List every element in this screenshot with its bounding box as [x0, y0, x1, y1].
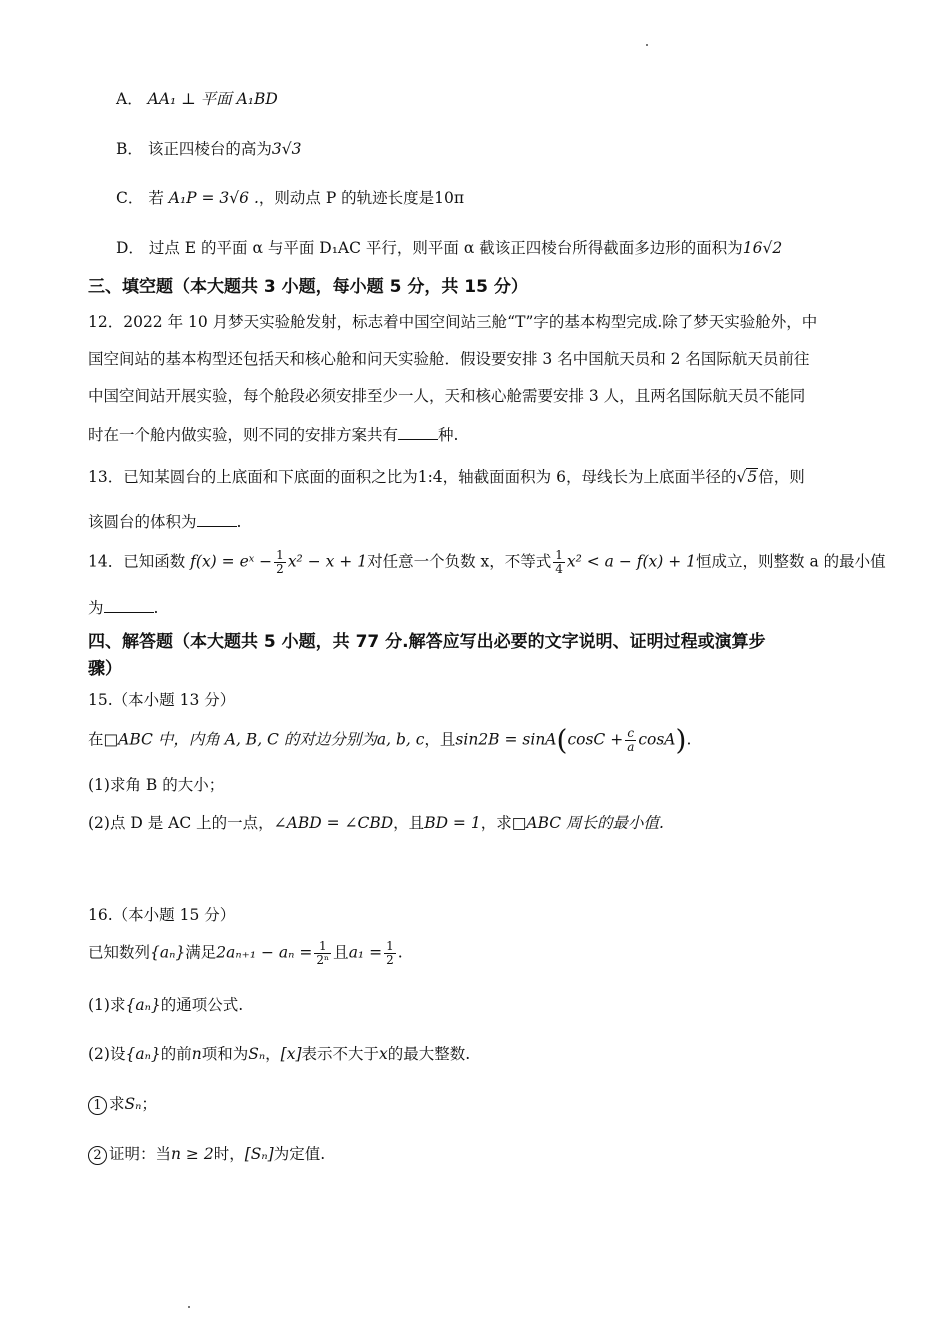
q13-line2-tail: .: [236, 513, 242, 531]
frac-den: 2: [386, 953, 394, 967]
q16-p2g: [x]: [280, 1045, 302, 1063]
option-c-post: ，则动点 P 的轨迹长度是10π: [258, 189, 465, 207]
q15-eq-inner2: cosA: [638, 730, 676, 749]
option-b-value: 3√3: [271, 140, 302, 158]
q16-header: 16.（本小题 15 分）: [88, 906, 236, 924]
q12-line4-text: 时在一个舱内做实验，则不同的安排方案共有: [88, 426, 399, 444]
q15-stem-c: a, b, c: [376, 730, 425, 749]
q16-stem-d: 且: [333, 943, 349, 962]
q16-c2d: [Sₙ]: [244, 1145, 274, 1163]
frac-num: 1: [314, 940, 331, 954]
circled-number-1: 1: [88, 1096, 107, 1115]
q16-c2b: n ≥ 2: [171, 1145, 214, 1163]
option-a-label: A．: [116, 90, 143, 108]
frac-num: 1: [276, 548, 284, 562]
q12-line4: [88, 423, 458, 446]
q12-answer-blank[interactable]: [398, 423, 438, 440]
q14-pre: 14．已知函数: [88, 552, 191, 571]
q16-p2e: Sₙ: [248, 1045, 266, 1063]
q14-line2-tail: .: [153, 599, 159, 617]
section-4-title-line1: 四、解答题（本大题共 5 小题，共 77 分.解答应写出必要的文字说明、证明过程或演算步: [88, 632, 766, 652]
q15-part2: [88, 812, 664, 834]
circled-number-2: 2: [88, 1146, 107, 1165]
q15-stem-a: 在: [88, 730, 104, 749]
q13-sqrt-value: 5: [747, 468, 758, 486]
q14-frac-quarter: [553, 549, 565, 576]
q15-frac-c-a: [625, 727, 636, 754]
triangle-symbol: □: [103, 730, 119, 749]
q16-p2j: 的最大整数.: [387, 1045, 471, 1063]
option-c-label: C．: [116, 189, 144, 207]
q14-function-tail: x² − x + 1: [287, 552, 368, 571]
q14-line2-text: 为: [88, 599, 104, 617]
q16-frac-1-2n: [314, 940, 331, 967]
q16-c1b: ；: [141, 1095, 157, 1113]
option-c-eq: A₁P = 3√6 .: [168, 189, 259, 207]
q15-p2d: BD = 1: [424, 814, 481, 832]
sqrt-symbol: √: [736, 468, 747, 486]
q15-eq-inner1: cosC +: [567, 730, 624, 749]
q16-p2i: x: [379, 1045, 388, 1063]
q16-seq: {aₙ}: [125, 1045, 161, 1063]
period: .: [397, 943, 403, 962]
q16-p2a: (2)设: [88, 1045, 126, 1063]
q12-line3: 中国空间站开展实验，每个舱段必须安排至少一人，天和核心舱需要安排 3 人，且两名国际航天员不能同: [88, 387, 806, 405]
triangle-symbol: □: [511, 814, 527, 832]
q16-part1: [88, 994, 243, 1016]
q16-stem-c: 满足: [185, 943, 217, 962]
q13-line2-text: 该圆台的体积为: [88, 513, 197, 531]
q14-line2: [88, 596, 158, 619]
q14-line1: [88, 549, 886, 576]
option-d: [116, 237, 782, 259]
option-c-pre: 若: [148, 189, 169, 207]
option-d-value: 16√2: [742, 239, 783, 257]
frac-num: 1: [386, 939, 394, 953]
q15-p2e: ，求: [480, 814, 512, 832]
q15-stem: [88, 723, 692, 757]
option-d-label: D．: [116, 239, 144, 257]
q15-equation: sin2B = sinA: [455, 730, 557, 749]
q14-frac-half: [274, 549, 286, 576]
q12-line2: 国空间站的基本构型还包括天和核心舱和问天实验舱．假设要安排 3 名中国航天员和 2 名国际航天员前往: [88, 350, 810, 368]
q16-sub2: [88, 1143, 325, 1165]
q16-p2b: 的前: [160, 1045, 192, 1063]
q15-stem-b: ABC 中，内角 A, B, C 的对边分别为: [118, 730, 377, 749]
option-a: [116, 88, 278, 110]
option-b: [116, 138, 301, 160]
q14-function: f(x) = eˣ −: [190, 552, 273, 571]
q16-stem-a: 已知数列: [88, 943, 151, 962]
q13-text: 13．已知某圆台的上底面和下底面的面积之比为1:4，轴截面面积为 6，母线长为上底面半径的: [88, 468, 737, 486]
option-a-text: AA₁ ⊥ 平面 A₁BD: [147, 90, 278, 108]
section-3-title: 三、填空题（本大题共 3 小题，每小题 5 分，共 15 分）: [88, 277, 528, 297]
q16-p2d: 项和为: [201, 1045, 249, 1063]
paren-open: (: [556, 723, 568, 757]
q16-p2c: n: [191, 1045, 202, 1063]
q16-seq: {aₙ}: [125, 996, 161, 1014]
q16-sn: Sₙ: [124, 1095, 142, 1113]
q16-stem-e: a₁ =: [348, 943, 383, 962]
q16-c2e: 为定值.: [273, 1145, 326, 1163]
q16-stem: [88, 940, 403, 967]
q13-answer-blank[interactable]: [197, 510, 237, 527]
q16-stem-eq: 2aₙ₊₁ − aₙ =: [216, 943, 313, 962]
q16-p1a: (1)求: [88, 996, 126, 1014]
q15-p2f: ABC 周长的最小值.: [526, 814, 664, 832]
q14-mid: 对任意一个负数 x，不等式: [367, 552, 552, 571]
frac-num: c: [625, 727, 636, 741]
q16-stem-b: {aₙ}: [150, 943, 186, 962]
scan-mark-bottom: [188, 1306, 190, 1308]
frac-den: 4: [555, 562, 563, 576]
q16-p2f: ，: [265, 1045, 281, 1063]
option-c: [116, 187, 464, 209]
scan-mark-top: [646, 44, 648, 46]
option-d-text: 过点 E 的平面 α 与平面 D₁AC 平行，则平面 α 截该正四棱台所得截面多边形的面积为: [148, 239, 743, 257]
q15-part1: (1)求角 B 的大小；: [88, 776, 225, 794]
q14-answer-blank[interactable]: [104, 596, 154, 613]
q15-stem-d: ，且: [424, 730, 456, 749]
period: .: [686, 730, 692, 749]
q16-c2c: 时，: [213, 1145, 245, 1163]
frac-den: 2: [276, 562, 284, 576]
q16-c1: 求: [109, 1095, 125, 1113]
option-b-text: 该正四棱台的高为: [147, 140, 272, 158]
section-4-title-line2: 骤）: [88, 659, 122, 679]
q15-header: 15.（本小题 13 分）: [88, 691, 236, 709]
q15-p2a: (2)点 D 是 AC 上的一点，: [88, 814, 274, 832]
frac-num: 1: [555, 548, 563, 562]
q15-p2c: ，且: [393, 814, 425, 832]
q12-line4-tail: 种.: [438, 426, 459, 444]
q16-frac-half: [384, 940, 396, 967]
frac-den: a: [627, 740, 635, 754]
q16-p2h: 表示不大于: [301, 1045, 380, 1063]
q13-line2: [88, 510, 241, 533]
frac-den: 2ⁿ: [316, 953, 330, 967]
q13-line1: [88, 466, 805, 488]
q14-post: 恒成立，则整数 a 的最小值: [696, 552, 886, 571]
option-b-label: B．: [116, 140, 143, 158]
q15-p2b: ∠ABD = ∠CBD: [273, 814, 394, 832]
q12-line1: 12．2022 年 10 月梦天实验舱发射，标志着中国空间站三舱“T”字的基本构型完成.除了梦天实验舱外，中: [88, 313, 818, 331]
q16-sub1: [88, 1093, 157, 1115]
q16-c2a: 证明：当: [109, 1145, 172, 1163]
q16-p1b: 的通项公式.: [160, 996, 244, 1014]
paren-close: ): [675, 723, 687, 757]
q16-part2: [88, 1043, 470, 1065]
q13-text-tail: 倍，则: [758, 468, 805, 486]
q14-inequality: x² < a − f(x) + 1: [566, 552, 697, 571]
